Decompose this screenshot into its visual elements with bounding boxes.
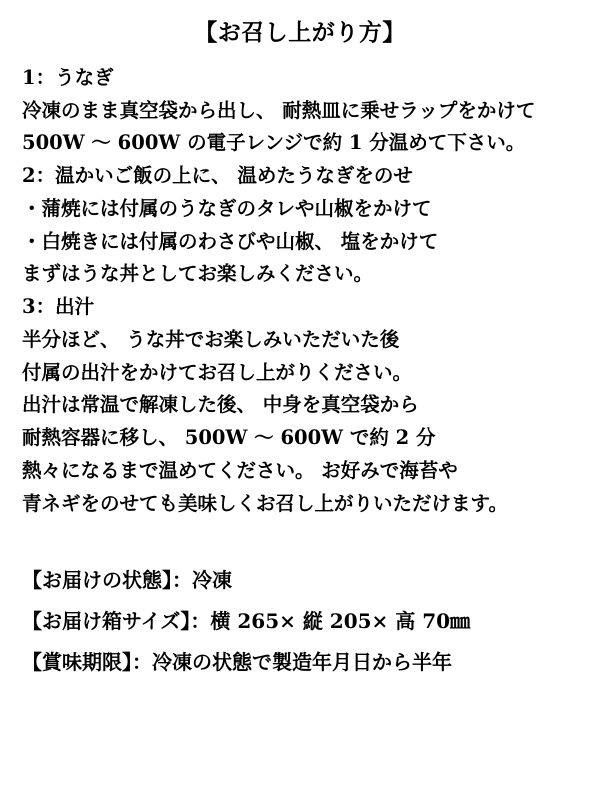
detail-delivery-state: 【お届けの状態】：冷凍 (22, 568, 232, 593)
instruction-line: 半分ほど、 うな丼でお楽しみいただいた後 (22, 327, 400, 351)
page-title: 【お召し上がり方】 (194, 19, 406, 46)
instruction-line: 付属の出汁をかけてお召し上がりください。 (22, 360, 413, 384)
instruction-line: ・白焼きには付属のわさびや山椒、 塩をかけて (22, 229, 439, 253)
instruction-line: 2：温かいご飯の上に、 温めたうなぎをのせ (22, 164, 413, 188)
detail-expiration: 【賞味期限】：冷凍の状態で製造年月日から半年 (22, 650, 452, 675)
section-step-3 (22, 291, 578, 520)
detail-box-size: 【お届け箱サイズ】：横 265× 縦 205× 高 70㎜ (22, 609, 471, 634)
product-details (22, 560, 578, 683)
section-step-1 (22, 62, 578, 160)
instruction-line: 熱々になるまで温めてください。 お好みで海苔や (22, 458, 458, 482)
instruction-line: 青ネギをのせても美味しくお召し上がりいただけます。 (22, 491, 508, 515)
instruction-line: 耐熱容器に移し、 500W 〜 600W で約 2 分 (22, 426, 436, 450)
instruction-line: まずはうな丼としてお楽しみください。 (22, 262, 374, 286)
instruction-line: 3：出汁 (22, 295, 95, 319)
instruction-line: ・蒲焼には付属のうなぎのタレや山椒をかけて (22, 196, 432, 220)
instruction-line: 500W 〜 600W の電子レンジで約 1 分温めて下さい。 (22, 131, 526, 155)
spacer (22, 520, 578, 554)
instruction-line: 1：うなぎ (22, 65, 114, 89)
instruction-line: 出汁は常温で解凍した後、 中身を真空袋から (22, 393, 419, 417)
section-step-2 (22, 160, 578, 291)
instruction-line: 冷凍のまま真空袋から出し、 耐熱皿に乗せラップをかけて (22, 98, 536, 122)
